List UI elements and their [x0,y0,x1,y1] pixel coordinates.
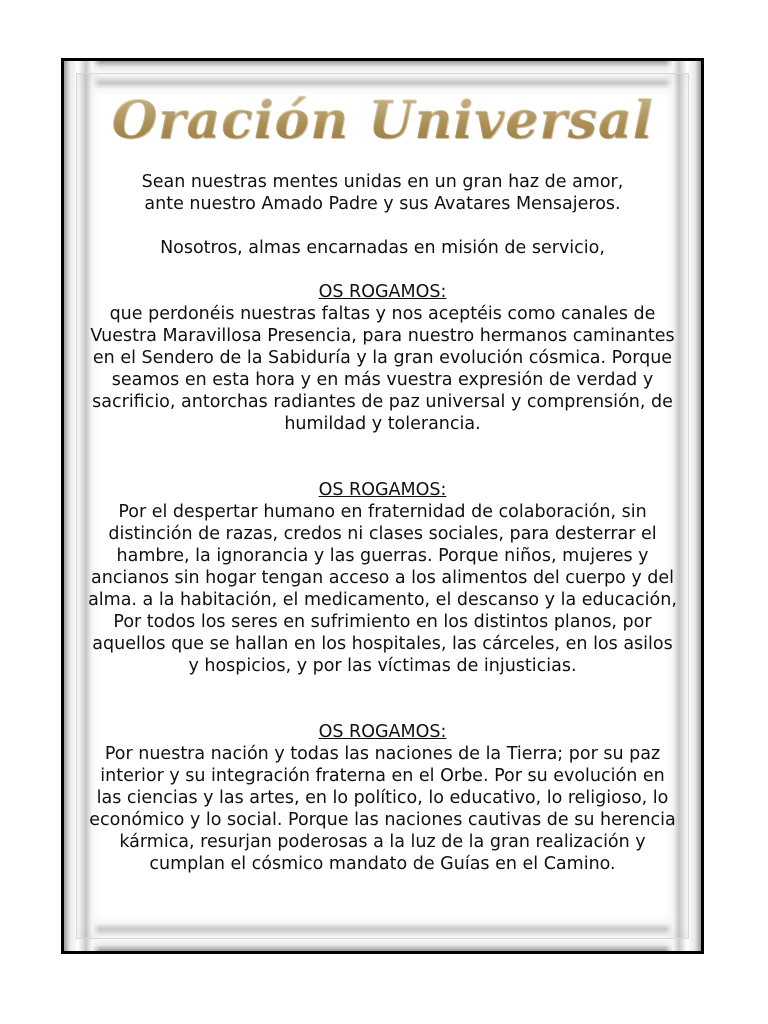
page-title: Oración Universal [64,91,701,151]
section-text: que perdonéis nuestras faltas y nos aceptéis como canales de Vuestra Maravillosa Presencia, para nuestro hermanos caminantes en el Sendero de la Sabiduría y la gran evolución cósmica. Porque seamos en esta hora y en más vuestra expresión de verdad y sacrificio, antorchas radiantes de paz universal y comprensión, de humildad y tolerancia. [90,304,675,434]
intro-line: Sean nuestras mentes unidas en un gran haz de amor, [141,172,624,192]
intro-line: ante nuestro Amado Padre y sus Avatares Mensajeros. [144,194,621,214]
section-text: Por nuestra nación y todas las naciones de la Tierra; por su paz interior y su integración fraterna en el Orbe. Por su evolución en las ciencias y las artes, en lo político, lo educativo, lo religioso, lo económico y lo social. Porque las naciones cautivas de su herencia kármica, resurjan poderosas a la luz de la gran realización y cumplan el cósmico mandato de Guías en el Camino. [89,744,676,874]
section-heading: OS ROGAMOS: [318,480,447,500]
section-heading: OS ROGAMOS: [318,282,447,302]
document-frame [61,58,704,954]
prayer-body [88,171,677,875]
section-text: Por el despertar humano en fraternidad de colaboración, sin distinción de razas, credos ni clases sociales, para desterrar el hambre, la ignorancia y las guerras. Porque niños, mujeres y ancianos sin hogar tengan acceso a los alimentos del cuerpo y del alma. a la habitación, el medicamento, el descanso y la educación, Por todos los seres en sufrimiento en los distintos planos, por aquellos que se hallan en los hospitales, las cárceles, en los asilos y hospicios, y por las víctimas de injusticias. [88,502,677,676]
section-heading: OS ROGAMOS: [318,722,447,742]
intro-line: Nosotros, almas encarnadas en misión de servicio, [160,238,605,258]
